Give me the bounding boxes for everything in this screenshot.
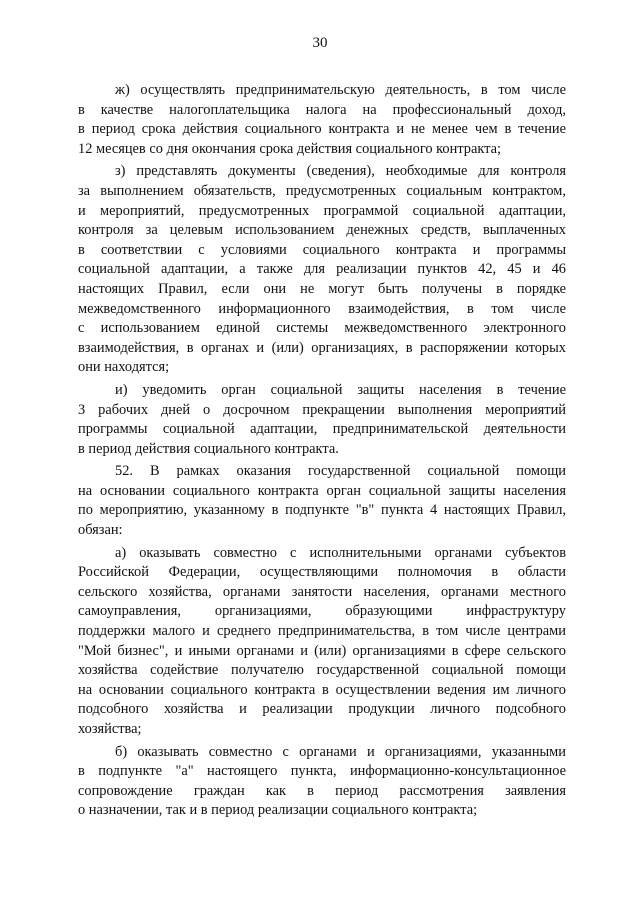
text-line: в соответствии с условиями социального контракта и программы [78, 241, 566, 258]
text-line: поддержки малого и среднего предпринимательства, в том числе центрами [78, 623, 566, 640]
paragraph-item-zh [78, 81, 566, 159]
text-line: 3 рабочих дней о досрочном прекращении выполнения мероприятий [78, 401, 566, 418]
text-line: б) оказывать совместно с органами и организациями, указанными [115, 743, 566, 760]
page-number: 30 [312, 35, 328, 51]
text-line: межведомственного информационного взаимодействия, в том числе [78, 300, 566, 317]
text-line: ж) осуществлять предпринимательскую деятельность, в том числе [115, 82, 566, 98]
text-line: самоуправления, организациями, образующими инфраструктуру [78, 603, 566, 620]
text-line: 12 месяцев со дня окончания срока действия социального контракта; [78, 140, 502, 157]
paragraph-point-52 [78, 462, 566, 540]
paragraph-item-z [78, 162, 566, 378]
text-line: хозяйства содействие получателю государственной социальной помощи [78, 662, 566, 679]
text-line: по мероприятию, указанному в подпункте "в" пункта 4 настоящих Правил, [78, 502, 566, 519]
paragraph-item-b [78, 743, 566, 821]
text-line: и) уведомить орган социальной защиты населения в течение [115, 381, 566, 398]
text-line: настоящих Правил, если они не могут быть получены в порядке [78, 280, 566, 297]
text-line: и мероприятий, предусмотренных программой социальной адаптации, [78, 202, 566, 219]
text-line: с использованием единой системы межведомственного электронного [78, 320, 566, 337]
text-line: Российской Федерации, осуществляющими полномочия в области [78, 564, 566, 581]
text-line: подсобного хозяйства и реализации продукции личного подсобного [78, 701, 566, 718]
paragraph-item-a [78, 544, 566, 740]
text-line: в подпункте "а" настоящего пункта, информационно-консультационное [78, 763, 566, 780]
paragraph-item-i [78, 381, 566, 459]
text-line: программы социальной адаптации, предпринимательской деятельности [78, 421, 566, 438]
text-line: за выполнением обязательств, предусмотренных социальным контрактом, [78, 182, 566, 199]
text-line: они находятся; [78, 359, 170, 376]
text-line: хозяйства; [78, 721, 142, 737]
text-line: сельского хозяйства, органами занятости населения, органами местного [78, 583, 566, 600]
text-line: а) оказывать совместно с исполнительными органами субъектов [115, 544, 566, 561]
text-line: взаимодействия, в органах и (или) организациях, в распоряжении которых [78, 339, 566, 356]
text-line: о назначении, так и в период реализации социального контракта; [78, 802, 478, 819]
text-line: на основании социального контракта в осуществлении ведения им личного [78, 681, 566, 698]
text-line: сопровождение граждан как в период рассмотрения заявления [78, 782, 566, 799]
text-line: в период срока действия социального контракта и не менее чем в течение [78, 121, 566, 138]
text-line: в качестве налогоплательщика налога на профессиональный доход, [78, 101, 566, 118]
text-line: в период действия социального контракта. [78, 440, 339, 457]
text-line: "Мой бизнес", и иными органами и (или) организациями в сфере сельского [78, 642, 566, 659]
text-line: социальной адаптации, а также для реализации пунктов 42, 45 и 46 [78, 261, 566, 278]
text-line: обязан: [78, 522, 123, 539]
text-line: на основании социального контракта орган социальной защиты населения [78, 482, 566, 499]
document-body [78, 81, 566, 824]
text-line: 52. В рамках оказания государственной социальной помощи [115, 463, 566, 480]
text-line: з) представлять документы (сведения), необходимые для контроля [115, 163, 566, 180]
text-line: контроля за целевым использованием денежных средств, выплаченных [78, 222, 566, 239]
